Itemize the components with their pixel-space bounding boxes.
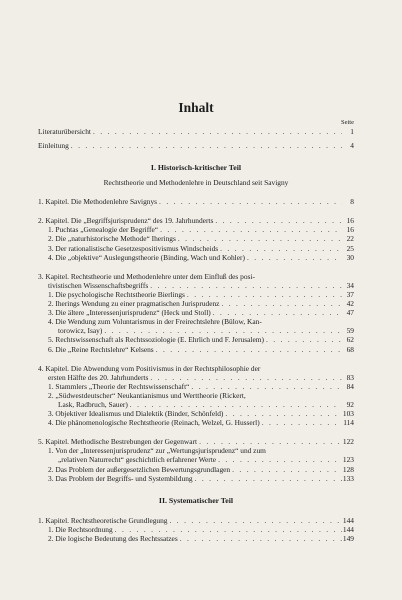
entry-label: 2. Kapitel. Die „Begriffsjurisprudenz“ des 19. Jahrhunderts [38,216,214,226]
entry-page: 22 [346,234,354,244]
entry-page: 4 [350,141,354,151]
toc-chapter [38,216,354,225]
toc-section [38,225,354,234]
toc-chapter [38,437,354,446]
toc-section [38,455,354,464]
toc-section [38,525,354,534]
toc-section [38,244,354,253]
entry-page: 1 [350,127,354,136]
entry-page: 37 [346,289,354,299]
entry-label: 2. Die logische Bedeutung des Rechtssatzes [48,533,178,543]
part-heading: I. Historisch-kritischer Teil [150,163,242,173]
toc-chapter [38,281,354,290]
page-title: Inhalt [178,100,214,115]
leader-dots [189,382,342,391]
leader-dots [128,400,342,409]
leader-dots [154,345,342,354]
toc-section [38,465,354,474]
toc-section [38,308,354,317]
entry-page: 144 [342,515,354,525]
leader-dots [168,516,342,525]
toc-section [38,400,354,409]
leader-dots [193,474,342,483]
toc-chapter [38,516,354,525]
entry-label: tivistischen Wissenschaftsbegriffs [48,280,149,290]
leader-dots [219,299,342,308]
entry-label: Lask, Radbruch, Sauer) [58,399,128,409]
entry-page: 42 [346,299,354,309]
leader-dots [218,244,342,253]
toc-chapter [38,197,354,206]
leader-dots [230,465,342,474]
entry-label: 1. Die psychologische Rechtstheorie Bierlings [48,289,185,299]
entry-page: 30 [346,252,354,262]
entry-label: 3. Objektiver Idealismus und Dialektik (Binder, Schönfeld) [48,409,224,419]
leader-dots [197,437,342,446]
entry-page: 123 [342,455,354,465]
toc-section [38,345,354,354]
leader-dots [260,418,342,427]
entry-label: 1. Kapitel. Rechtstheoretische Grundlegung [38,515,168,525]
toc-section [38,290,354,299]
toc-chapter-line1: 3. Kapitel. Rechtstheorie und Methodenlehre unter dem Einfluß des posi- [38,271,255,281]
entry-label: 5. Rechtswissenschaft als Rechtssoziologie (E. Ehrlich und F. Jerusalem) [48,335,264,345]
entry-page: 16 [346,216,354,226]
entry-label: 3. Die ältere „Interessenjurisprudenz“ (Heck und Stoll) [48,308,211,318]
toc-chapter [38,373,354,382]
leader-dots [91,127,342,136]
seite-label: Seite [341,119,354,126]
toc-section [38,299,354,308]
entry-label: 1. Puchtas „Genealogie der Begriffe“ [48,225,159,235]
entry-label: 5. Kapitel. Methodische Bestrebungen der Gegenwart [38,437,198,447]
toc-section [38,335,354,344]
entry-label: 3. Der rationalistische Gesetzespositivismus Windscheids [48,243,219,253]
leader-dots [102,326,342,335]
leader-dots [69,141,342,150]
toc-section [38,409,354,418]
entry-label: torowicz, Isay) [58,326,103,336]
entry-label: 4. Die „objektive“ Auslegungstheorie (Binding, Wach und Kohler) [48,252,245,262]
entry-page: 133 [342,473,354,483]
entry-page: 114 [343,418,354,428]
entry-label: 6. Die „Reine Rechtslehre“ Kelsens [48,344,154,354]
entry-page: 8 [350,197,354,207]
entry-page: 16 [346,225,354,235]
toc-entry-literatur [38,127,354,136]
toc-chapter-line1: 4. Kapitel. Die Abwendung vom Positivismus in der Rechtsphilosophie der [38,363,261,373]
entry-page: 128 [342,464,354,474]
part-heading: II. Systematischer Teil [158,495,234,505]
toc-entry-einleitung [38,141,354,150]
entry-label: 2. Iherings Wendung zu einer pragmatischen Jurisprudenz [48,299,220,309]
entry-page: 68 [346,344,354,354]
entry-label: 2. Die „naturhistorische Methode“ Iherings [48,234,176,244]
toc-section [38,418,354,427]
leader-dots [211,308,342,317]
entry-label: 1. Stammlers „Theorie der Rechtswissenschaft“ [48,381,190,391]
toc-section [38,326,354,335]
entry-label: 4. Die phänomenologische Rechtstheorie (Reinach, Welzel, G. Husserl) [48,418,260,428]
entry-page: 83 [346,372,354,382]
entry-page: 25 [346,243,354,253]
entry-page: 149 [342,533,354,543]
entry-label: Literaturübersicht [38,127,91,136]
leader-dots [264,335,342,344]
toc-section [38,534,354,543]
leader-dots [245,253,342,262]
entry-page: 34 [346,280,354,290]
toc-section [38,474,354,483]
entry-page: 84 [346,381,354,391]
entry-page: 47 [346,308,354,318]
leader-dots [176,234,342,243]
leader-dots [185,290,342,299]
leader-dots [223,409,342,418]
toc-section [38,253,354,262]
leader-dots [158,225,342,234]
entry-page: 62 [346,335,354,345]
entry-label: 3. Das Problem der Begriffs- und Systembildung [48,473,193,483]
toc-section-line1: 4. Die Wendung zum Voluntarismus in der Freirechtslehre (Bülow, Kan- [48,317,262,327]
entry-page: 103 [342,409,354,419]
entry-label: ersten Hälfte des 20. Jahrhunderts [48,372,149,382]
entry-page: 144 [342,524,354,534]
leader-dots [213,216,342,225]
toc-section [38,382,354,391]
toc-section-line1: 2. „Südwestdeutscher“ Neukantianismus und Werttheorie (Rickert, [48,390,246,400]
entry-label: „relativen Naturrecht“ geschichtlich erfahrener Werte [58,455,217,465]
toc-section [38,234,354,243]
leader-dots [148,281,342,290]
leader-dots [113,525,342,534]
entry-label: Einleitung [38,141,69,151]
entry-page: 59 [346,326,354,336]
leader-dots [157,197,342,206]
entry-label: 1. Kapitel. Die Methodenlehre Savignys [38,197,158,207]
leader-dots [178,534,342,543]
leader-dots [148,373,342,382]
entry-label: 2. Das Problem der außergesetzlichen Bewertungsgrundlagen [48,464,231,474]
part-subheading: Rechtstheorie und Methodenlehre in Deutschland seit Savigny [103,178,289,188]
entry-page: 92 [346,399,354,409]
toc-section-line1: 1. Von der „Interessenjurisprudenz“ zur „Wertungsjurisprudenz“ und zum [48,446,266,456]
leader-dots [216,455,342,464]
entry-page: 122 [342,437,354,447]
entry-label: 1. Die Rechtsordnung [48,524,113,534]
